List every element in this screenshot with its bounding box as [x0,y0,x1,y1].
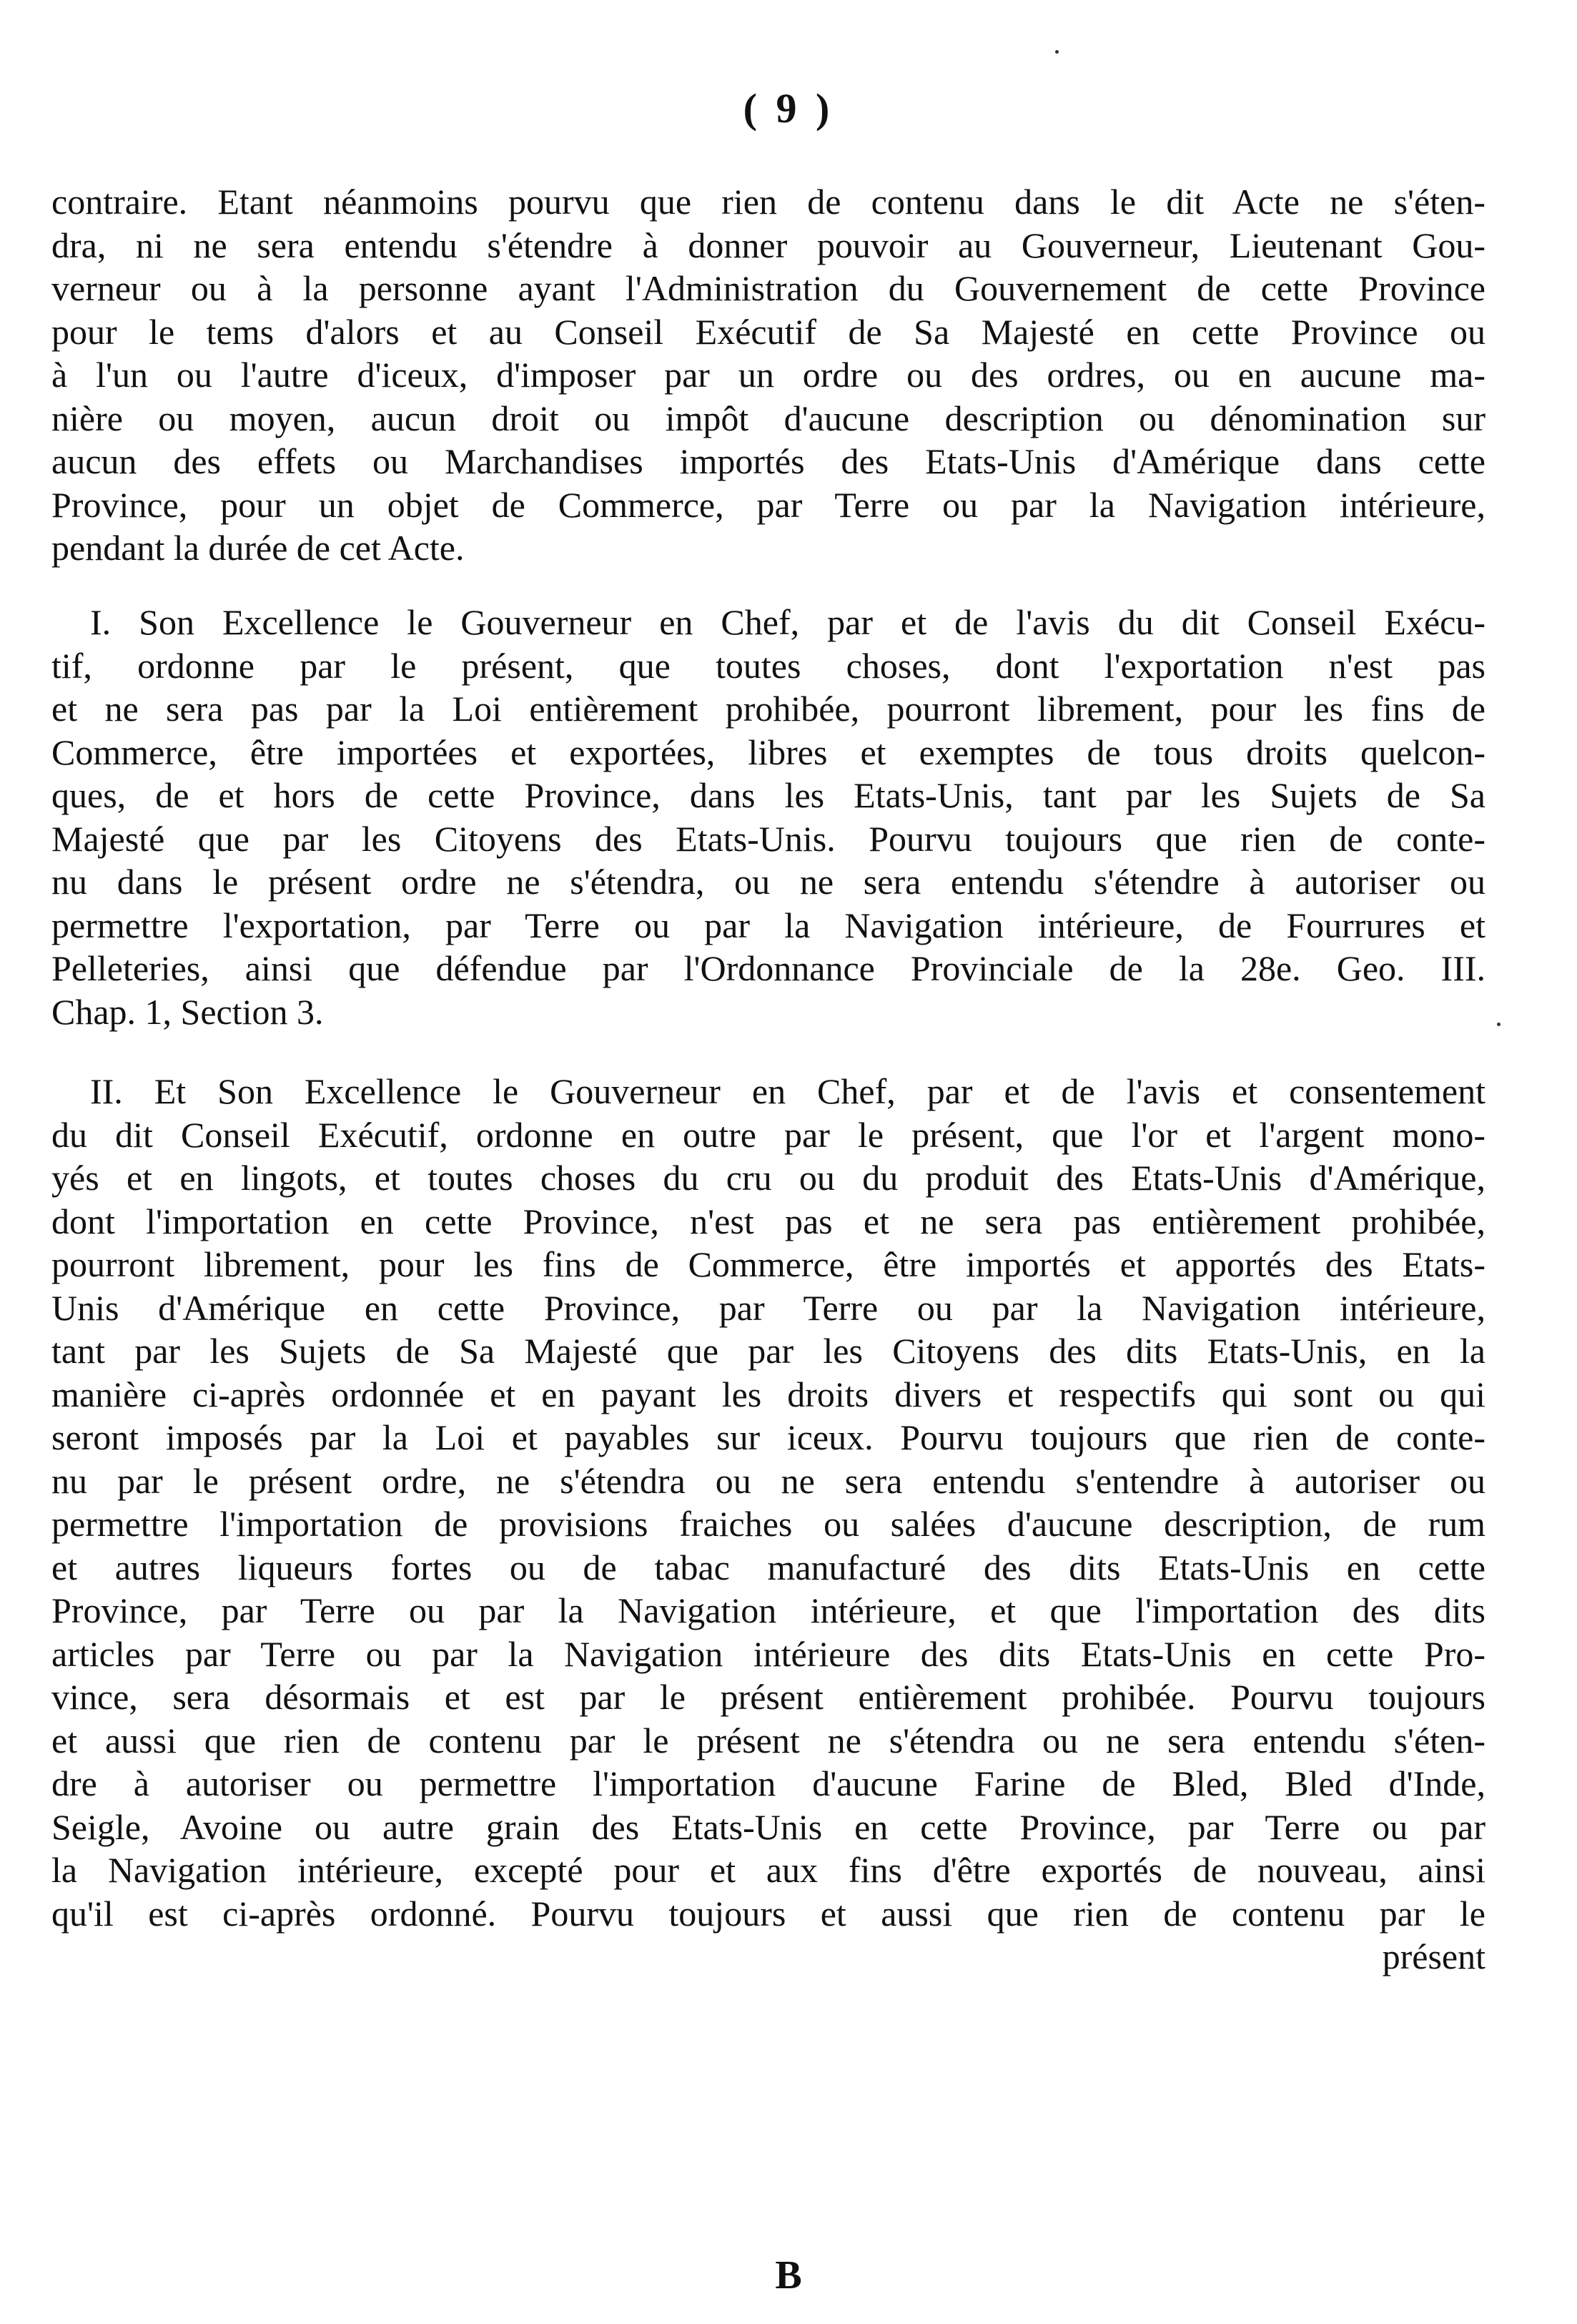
text-line: nu par le présent ordre, ne s'étendra ou ne sera entendu s'entendre à autoriser ou [51,1460,1485,1501]
text-line: Unis d'Amérique en cette Province, par Terre ou par la Navigation intérieure, [51,1287,1485,1328]
text-line: Commerce, être importées et exportées, libres et exemptes de tous droits quelcon- [51,732,1485,772]
text-line: vince, sera désormais et est par le présent entièrement prohibée. Pourvu toujours [51,1677,1485,1717]
catchword: présent [1382,1936,1485,1976]
text-line: et ne sera pas par la Loi entièrement prohibée, pourront librement, pour les fins de [51,689,1485,729]
text-line: aucun des effets ou Marchandises importés des Etats-Unis d'Amérique dans cette [51,441,1485,481]
text-line: manière ci-après ordonnée et en payant les droits divers et respectifs qui sont ou qui [51,1374,1485,1414]
text-line: articles par Terre ou par la Navigation intérieure des dits Etats-Unis en cette Pro- [51,1633,1485,1674]
section-one-paragraph [51,601,1485,1033]
text-line: dont l'importation en cette Province, n'est pas et ne sera pas entièrement prohibée, [51,1201,1485,1241]
text-line: permettre l'importation de provisions fraiches ou salées d'aucune description, de rum [51,1504,1485,1544]
text-line: pourront librement, pour les fins de Commerce, être importés et apportés des Etats- [51,1244,1485,1284]
text-line: I. Son Excellence le Gouverneur en Chef, par et de l'avis du dit Conseil Exécu- [90,602,1485,642]
text-line: contraire. Etant néanmoins pourvu que rien de contenu dans le dit Acte ne s'éten- [51,182,1485,222]
text-line: Pelleteries, ainsi que défendue par l'Ordonnance Provinciale de la 28e. Geo. III. [51,948,1485,988]
text-line: et aussi que rien de contenu par le présent ne s'étendra ou ne sera entendu s'éten- [51,1720,1485,1761]
text-line: verneur ou à la personne ayant l'Administration du Gouvernement de cette Province [51,268,1485,308]
text-line: ques, de et hors de cette Province, dans les Etats-Unis, tant par les Sujets de Sa [51,775,1485,815]
text-line: nu dans le présent ordre ne s'étendra, ou ne sera entendu s'étendre à autoriser ou [51,862,1485,902]
text-line: dre à autoriser ou permettre l'importation d'aucune Farine de Bled, Bled d'Inde, [51,1763,1485,1803]
text-line: qu'il est ci-après ordonné. Pourvu toujours et aussi que rien de contenu par le [51,1893,1485,1934]
text-line: tif, ordonne par le présent, que toutes choses, dont l'exportation n'est pas [51,645,1485,686]
section-two-paragraph [51,1070,1485,1979]
text-line: Province, par Terre ou par la Navigation intérieure, et que l'importation des dits [51,1590,1485,1630]
text-line: nière ou moyen, aucun droit ou impôt d'aucune description ou dénomination sur [51,398,1485,438]
text-line: à l'un ou l'autre d'iceux, d'imposer par un ordre ou des ordres, ou en aucune ma- [51,355,1485,395]
text-line: yés et en lingots, et toutes choses du cru ou du produit des Etats-Unis d'Amérique, [51,1158,1485,1198]
paragraph-continuation [51,180,1485,570]
text-line: II. Et Son Excellence le Gouverneur en Chef, par et de l'avis et consentement [90,1071,1485,1111]
text-line: pendant la durée de cet Acte. [51,528,465,568]
signature-mark: B [775,2253,802,2298]
text-line: dra, ni ne sera entendu s'étendre à donner pouvoir au Gouverneur, Lieutenant Gou- [51,225,1485,265]
text-line: Seigle, Avoine ou autre grain des Etats-Unis en cette Province, par Terre ou par [51,1806,1485,1847]
text-line: pour le tems d'alors et au Conseil Exécutif de Sa Majesté en cette Province ou [51,311,1485,352]
page-number: ( 9 ) [743,85,834,132]
text-line: et autres liqueurs fortes ou de tabac manufacturé des dits Etats-Unis en cette [51,1547,1485,1587]
text-line: tant par les Sujets de Sa Majesté que par les Citoyens des dits Etats-Unis, en la [51,1331,1485,1371]
text-line: seront imposés par la Loi et payables sur iceux. Pourvu toujours que rien de conte- [51,1417,1485,1457]
paper-speck [1497,1023,1501,1026]
paper-speck [1055,50,1059,54]
text-line: du dit Conseil Exécutif, ordonne en outre par le présent, que l'or et l'argent mono- [51,1114,1485,1155]
text-line: Chap. 1, Section 3. [51,991,324,1032]
text-line: la Navigation intérieure, excepté pour et aux fins d'être exportés de nouveau, ainsi [51,1850,1485,1890]
text-line: permettre l'exportation, par Terre ou par la Navigation intérieure, de Fourrures et [51,905,1485,945]
text-line: Majesté que par les Citoyens des Etats-Unis. Pourvu toujours que rien de conte- [51,818,1485,859]
text-line: Province, pour un objet de Commerce, par Terre ou par la Navigation intérieure, [51,484,1485,525]
